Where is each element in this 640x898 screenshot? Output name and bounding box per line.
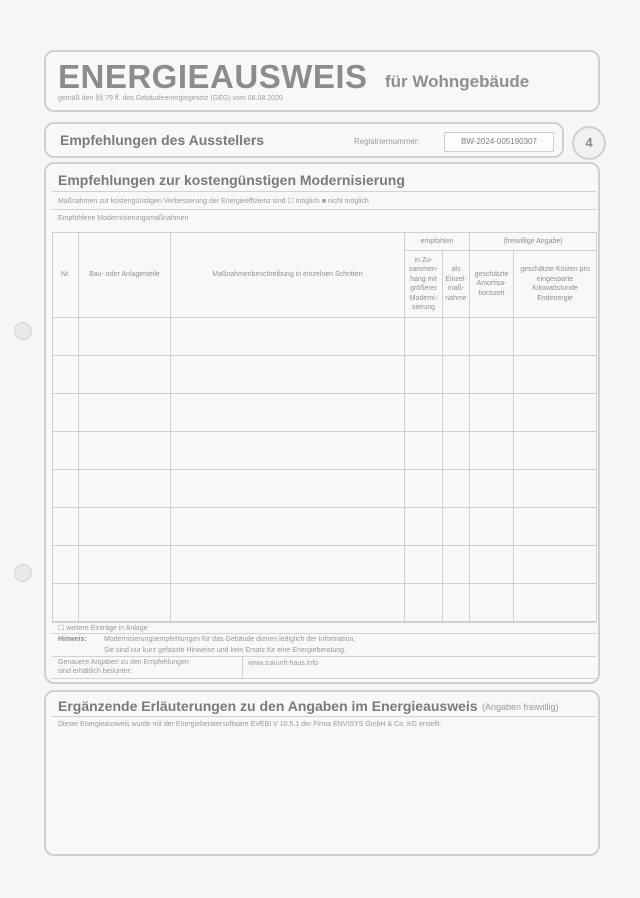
issuer-title: Empfehlungen des Ausstellers <box>60 132 265 148</box>
punch-hole-icon <box>14 322 32 340</box>
table-cell <box>171 584 405 622</box>
table-cell <box>79 508 171 546</box>
table-row <box>53 394 597 432</box>
table-cell <box>79 432 171 470</box>
supplement-optional-note: (Angaben freiwillig) <box>482 702 559 712</box>
table-cell <box>514 432 597 470</box>
table-cell <box>53 394 79 432</box>
column-header-with-modernization: in Zu-sammen-hang mit größerer Moderni-sierung <box>405 251 443 318</box>
table-cell <box>53 470 79 508</box>
table-cell <box>171 546 405 584</box>
table-cell <box>405 394 443 432</box>
table-cell <box>443 394 470 432</box>
table-cell <box>470 546 514 584</box>
table-row <box>53 432 597 470</box>
recommendations-title: Empfehlungen zur kostengünstigen Modernisierung <box>58 172 405 188</box>
table-row <box>53 584 597 622</box>
table-cell <box>470 356 514 394</box>
more-entries-checkbox: ☐ weitere Einträge in Anlage <box>58 625 148 632</box>
column-header-part: Bau- oder Anlagenteile <box>79 233 171 318</box>
details-text-1: Genauere Angaben zu den Empfehlungen <box>58 659 189 666</box>
table-cell <box>514 394 597 432</box>
table-cell <box>171 508 405 546</box>
table-cell <box>514 356 597 394</box>
table-cell <box>79 470 171 508</box>
column-header-cost: geschätzte Kosten pro eingesparte Kilowattstunde Endenergie <box>514 251 597 318</box>
table-cell <box>443 470 470 508</box>
table-cell <box>443 356 470 394</box>
table-cell <box>470 584 514 622</box>
table-cell <box>79 356 171 394</box>
table-cell <box>79 546 171 584</box>
table-cell <box>79 584 171 622</box>
supplement-text: Dieser Energieausweis wurde mit der Energieberatersoftware EVEBI V 10.5.1 der Firma ENVISYS GmbH & Co. KG erstellt. <box>58 721 442 728</box>
measures-possible-line: Maßnahmen zur kostengünstigen Verbesserung der Energieeffizienz sind ☐ möglich ■ nicht möglich <box>58 198 369 205</box>
table-cell <box>405 584 443 622</box>
table-cell <box>405 546 443 584</box>
table-cell <box>514 508 597 546</box>
measures-list-heading: Empfohlene Modernisierungsmaßnahmen <box>58 215 189 222</box>
column-header-description: Maßnahmenbeschreibung in einzelnen Schritten <box>171 233 405 318</box>
supplement-title: Ergänzende Erläuterungen zu den Angaben im Energieausweis <box>58 698 478 714</box>
table-cell <box>443 432 470 470</box>
table-cell <box>470 432 514 470</box>
column-group-optional: (freiwillige Angabe) <box>470 233 597 251</box>
column-header-single-measure: als Einzel-maß-nahme <box>443 251 470 318</box>
registration-number: BW-2024-005190307 <box>444 132 554 152</box>
table-cell <box>171 318 405 356</box>
table-cell <box>470 508 514 546</box>
table-cell <box>405 318 443 356</box>
details-text-2: sind erhältlich bei/unter: <box>58 668 132 675</box>
table-cell <box>79 318 171 356</box>
table-row <box>53 470 597 508</box>
table-row <box>53 546 597 584</box>
column-header-amortization: geschätzte Amortisa-tionszeit <box>470 251 514 318</box>
table-cell <box>443 584 470 622</box>
table-cell <box>53 508 79 546</box>
table-cell <box>53 318 79 356</box>
table-row <box>53 356 597 394</box>
table-cell <box>514 318 597 356</box>
details-url: www.zukunft-haus.info <box>248 660 319 667</box>
table-cell <box>514 470 597 508</box>
table-cell <box>405 356 443 394</box>
table-cell <box>53 356 79 394</box>
table-cell <box>171 470 405 508</box>
table-cell <box>470 318 514 356</box>
table-row <box>53 318 597 356</box>
document-title: ENERGIEAUSWEIS <box>58 58 368 95</box>
table-cell <box>470 470 514 508</box>
table-cell <box>405 508 443 546</box>
table-cell <box>514 546 597 584</box>
table-cell <box>514 584 597 622</box>
supplement-box <box>44 690 600 856</box>
document-subtitle: für Wohngebäude <box>385 72 530 91</box>
table-cell <box>443 546 470 584</box>
table-cell <box>405 470 443 508</box>
table-cell <box>171 394 405 432</box>
table-cell <box>443 508 470 546</box>
punch-hole-icon <box>14 564 32 582</box>
table-cell <box>171 432 405 470</box>
column-header-nr: Nr. <box>53 233 79 318</box>
table-cell <box>171 356 405 394</box>
table-cell <box>53 584 79 622</box>
hint-label: Hinweis: <box>58 636 87 643</box>
registration-label: Registriernummer: <box>354 137 420 146</box>
table-cell <box>53 546 79 584</box>
table-cell <box>470 394 514 432</box>
table-row <box>53 508 597 546</box>
page-number: 4 <box>572 126 606 160</box>
table-cell <box>79 394 171 432</box>
column-group-recommended: empfohlen <box>405 233 470 251</box>
law-reference: gemäß den §§ 79 ff. des Gebäudeenergiegesetz (GEG) vom 08.08.2020 <box>58 95 283 102</box>
hint-text-2: Sie sind nur kurz gefasste Hinweise und kein Ersatz für eine Energieberatung. <box>104 647 347 654</box>
table-cell <box>53 432 79 470</box>
hint-text-1: Modernisierungsempfehlungen für das Gebäude dienen lediglich der Information. <box>104 636 356 643</box>
recommendations-table <box>52 232 597 622</box>
table-cell <box>443 318 470 356</box>
table-cell <box>405 432 443 470</box>
